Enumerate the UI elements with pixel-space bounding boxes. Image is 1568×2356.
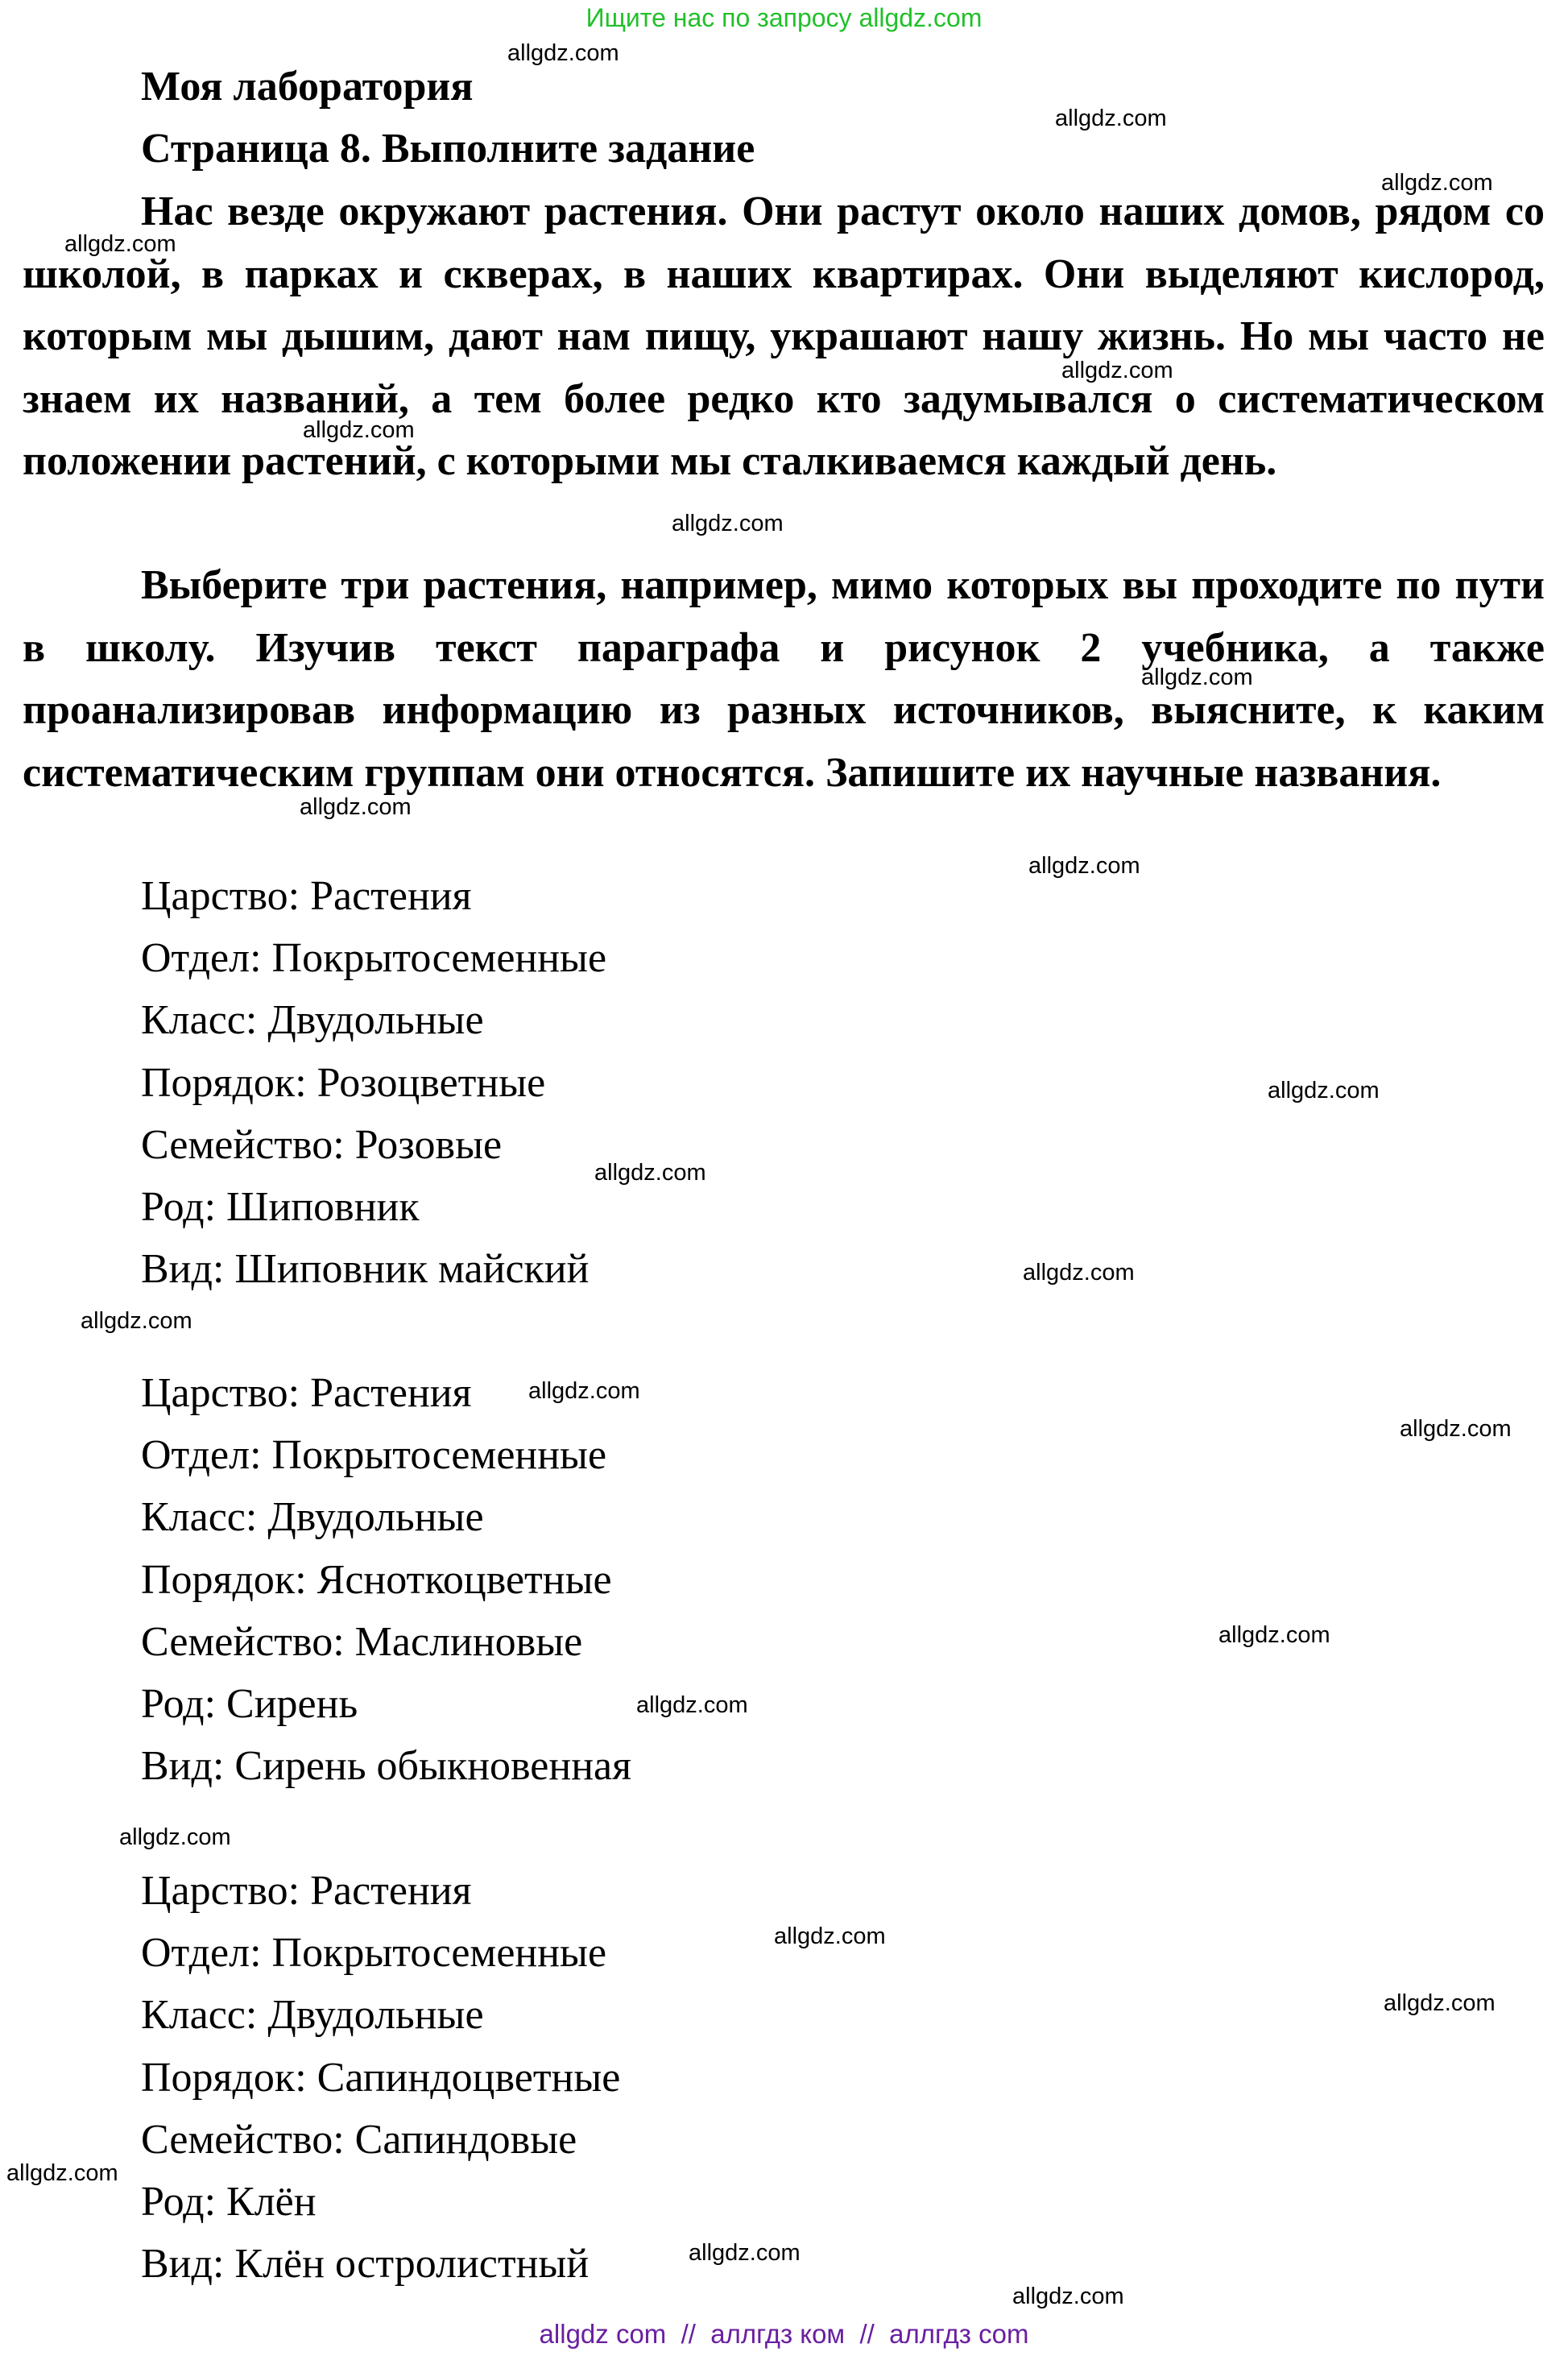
watermark: allgdz.com bbox=[64, 231, 176, 257]
taxon-class: Класс: Двудольные bbox=[141, 1494, 484, 1541]
watermark: allgdz.com bbox=[1218, 1622, 1330, 1648]
taxon-species: Вид: Шиповник майский bbox=[141, 1246, 590, 1293]
watermark: allgdz.com bbox=[528, 1378, 640, 1404]
taxon-family: Семейство: Сапиндовые bbox=[141, 2116, 577, 2163]
watermark: allgdz.com bbox=[119, 1824, 231, 1850]
taxon-genus: Род: Шиповник bbox=[141, 1184, 420, 1231]
taxon-kingdom: Царство: Растения bbox=[141, 1370, 472, 1416]
taxon-class: Класс: Двудольные bbox=[141, 997, 484, 1044]
taxon-division: Отдел: Покрытосеменные bbox=[141, 935, 607, 982]
taxon-division: Отдел: Покрытосеменные bbox=[141, 1432, 607, 1479]
taxon-kingdom: Царство: Растения bbox=[141, 1868, 472, 1914]
taxon-genus: Род: Сирень bbox=[141, 1681, 358, 1728]
taxon-class: Класс: Двудольные bbox=[141, 1992, 484, 2039]
taxon-family: Семейство: Маслиновые bbox=[141, 1618, 583, 1665]
bottom-banner[interactable]: allgdz com // аллгдз ком // аллгдз com bbox=[539, 2319, 1029, 2349]
watermark: allgdz.com bbox=[507, 40, 619, 66]
watermark: allgdz.com bbox=[6, 2160, 118, 2186]
watermark: allgdz.com bbox=[672, 511, 784, 536]
top-banner[interactable]: Ищите нас по запросу allgdz.com bbox=[585, 3, 983, 32]
watermark: allgdz.com bbox=[1400, 1416, 1512, 1442]
watermark: allgdz.com bbox=[1061, 358, 1173, 383]
watermark: allgdz.com bbox=[1012, 2284, 1124, 2309]
watermark: allgdz.com bbox=[636, 1692, 748, 1718]
watermark: allgdz.com bbox=[1268, 1078, 1380, 1103]
page-title: Моя лаборатория bbox=[141, 64, 474, 110]
watermark: allgdz.com bbox=[303, 417, 415, 443]
watermark: allgdz.com bbox=[1055, 106, 1167, 131]
taxon-kingdom: Царство: Растения bbox=[141, 873, 472, 919]
taxon-genus: Род: Клён bbox=[141, 2179, 316, 2226]
page-subtitle: Страница 8. Выполните задание bbox=[141, 126, 755, 172]
watermark: allgdz.com bbox=[300, 794, 412, 820]
watermark: allgdz.com bbox=[1023, 1260, 1135, 1286]
watermark: allgdz.com bbox=[1028, 853, 1140, 879]
watermark: allgdz.com bbox=[594, 1160, 706, 1186]
watermark: allgdz.com bbox=[1384, 1990, 1496, 2016]
taxon-family: Семейство: Розовые bbox=[141, 1121, 503, 1168]
task-paragraph: Выберите три растения, например, мимо которых вы проходите по пути в школу. Изучив текст параграфа и рисунок 2 учебника, а также проанализировав информацию из разных источников, выясните, к каким систематическим группам они относятся. Запишите их научные названия. bbox=[23, 562, 1545, 796]
taxon-species: Вид: Сирень обыкновенная bbox=[141, 1743, 632, 1790]
intro-paragraph: Нас везде окружают растения. Они растут около наших домов, рядом со школой, в парках и скверах, в наших квартирах. Они выделяют кислород, которым мы дышим, дают нам пищу, украшают нашу жизнь. Но мы часто не знаем их названий, а тем более редко кто задумывался о систематическом положении растений, с которыми мы сталкиваемся каждый день. bbox=[23, 188, 1545, 484]
taxon-order: Порядок: Ясноткоцветные bbox=[141, 1556, 612, 1603]
taxon-order: Порядок: Розоцветные bbox=[141, 1059, 546, 1106]
classification-maple bbox=[141, 1860, 620, 2295]
watermark: allgdz.com bbox=[81, 1308, 192, 1334]
watermark: allgdz.com bbox=[1381, 170, 1493, 196]
classification-rosehip bbox=[141, 865, 606, 1300]
watermark: allgdz.com bbox=[1141, 665, 1253, 690]
classification-lilac bbox=[141, 1362, 631, 1797]
taxon-division: Отдел: Покрытосеменные bbox=[141, 1930, 607, 1977]
taxon-species: Вид: Клён остролистный bbox=[141, 2241, 590, 2288]
watermark: allgdz.com bbox=[774, 1923, 886, 1949]
taxon-order: Порядок: Сапиндоцветные bbox=[141, 2054, 621, 2101]
watermark: allgdz.com bbox=[689, 2240, 801, 2266]
